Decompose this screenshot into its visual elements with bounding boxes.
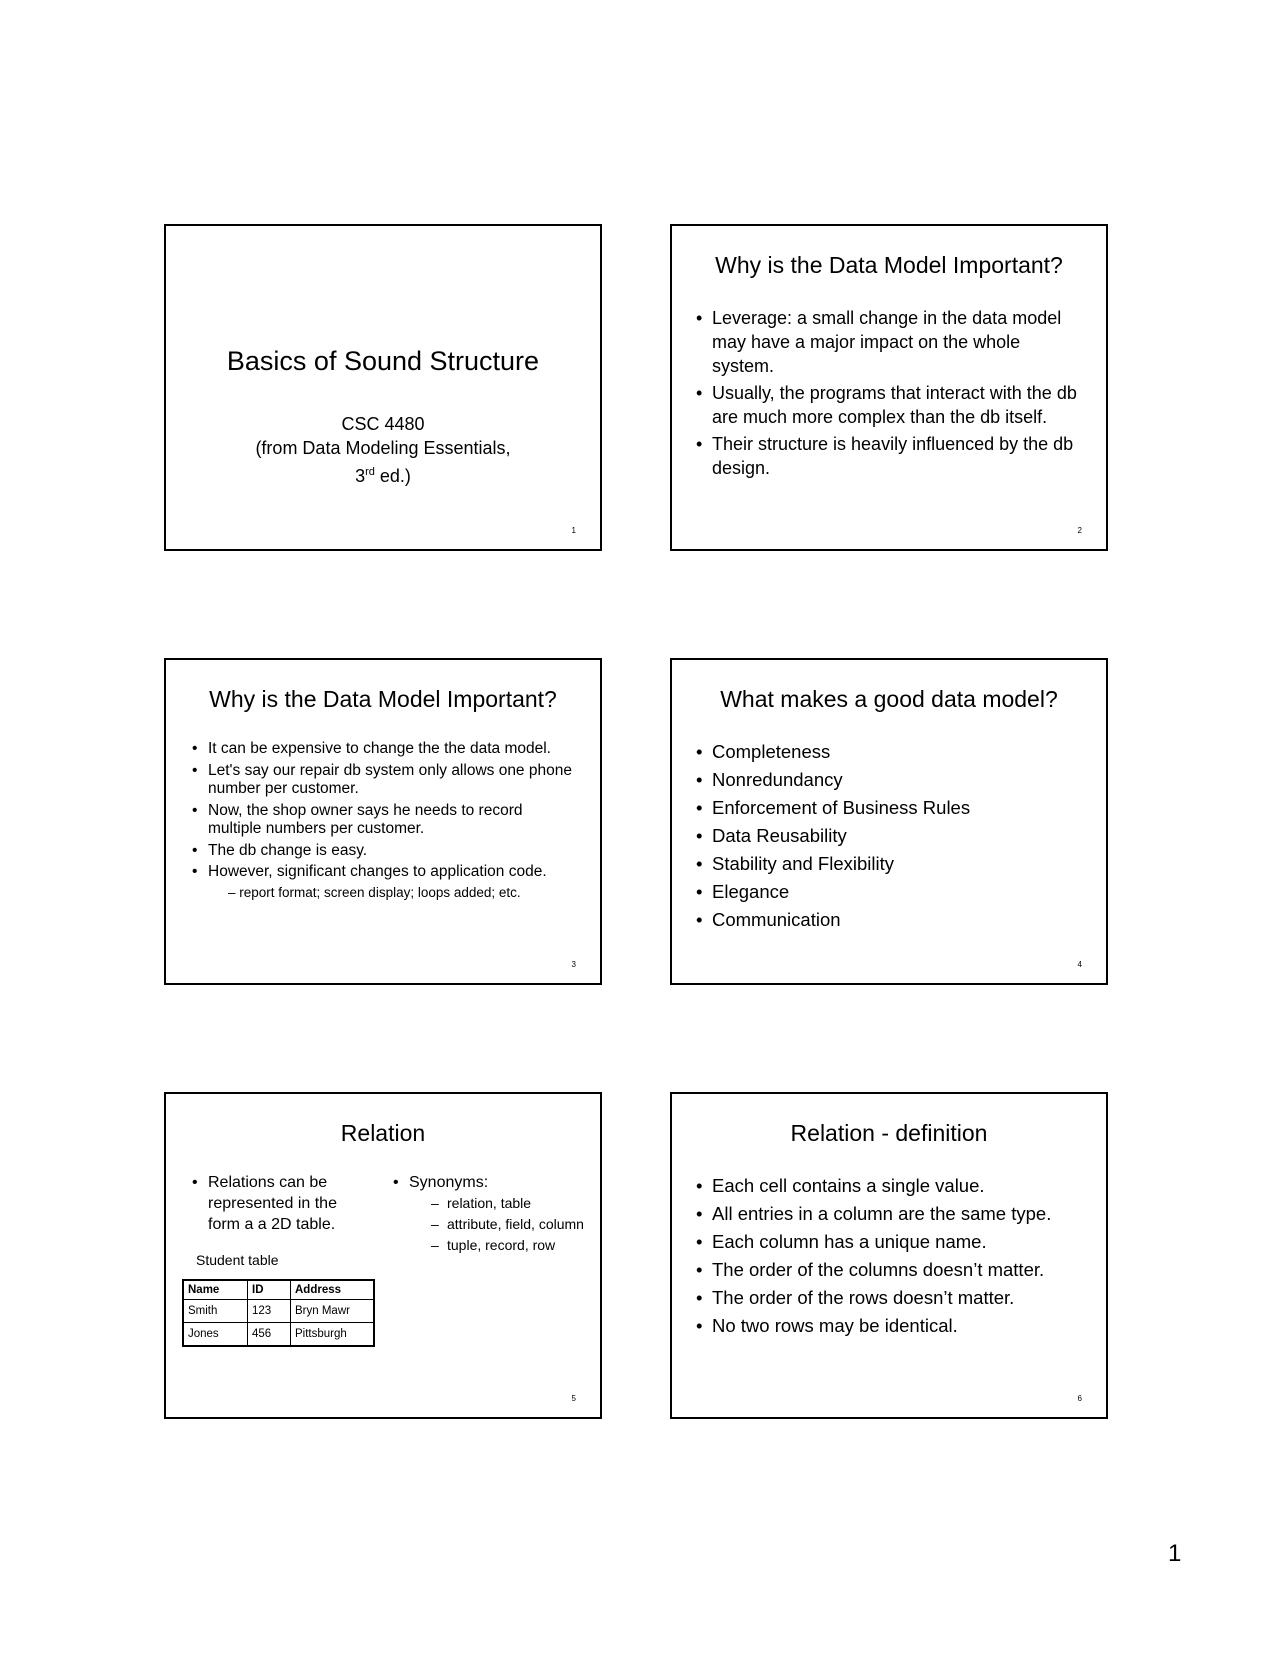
slide-title: Relation - definition [790,1120,988,1146]
slide-title: Why is the Data Model Important? [715,252,1063,278]
bullet-item: • Elegance [694,878,970,906]
column-header: ID [248,1280,291,1300]
bullet-item: • Each column has a unique name. [694,1228,1051,1256]
bullet-item: • Usually, the programs that interact with the db are much more complex than the db itself. [694,381,1086,429]
synonym-list [409,1193,591,1256]
slide-number: 5 [571,1394,576,1403]
bullet-item: • Now, the shop owner says he needs to record multiple numbers per customer. [190,802,574,839]
table-cell: 456 [248,1323,291,1347]
bullet-item: • Each cell contains a single value. [694,1172,1051,1200]
bullet-item: • It can be expensive to change the the data model. [190,740,574,759]
sub-bullet: – relation, table [429,1193,591,1214]
bullet-item: • All entries in a column are the same type. [694,1200,1051,1228]
slide-subtitle [166,412,600,488]
bullet-item: • No two rows may be identical. [694,1312,1051,1340]
bullet-list [694,1172,1051,1340]
left-column [190,1172,370,1235]
course-code: CSC 4480 [341,414,425,434]
bullet-item: • Relations can be represented in the form a a 2D table. [190,1172,370,1235]
edition-line [166,460,600,488]
edition-number: 3 [355,466,366,486]
bullet-item: • Enforcement of Business Rules [694,794,970,822]
table-cell: Jones [183,1323,248,1347]
sub-bullet: – tuple, record, row [429,1235,591,1256]
table-cell: 123 [248,1300,291,1323]
table-cell: Bryn Mawr [291,1300,375,1323]
slide-number: 2 [1077,526,1082,535]
table-row [183,1300,374,1323]
bullet-list [694,306,1086,483]
bullet-item: • Leverage: a small change in the data model may have a major impact on the whole system. [694,306,1086,378]
slide-number: 4 [1077,960,1082,969]
bullet-item: • Communication [694,906,970,934]
slide-1 [164,224,602,551]
bullet-item: • The order of the rows doesn’t matter. [694,1284,1051,1312]
edition-suffix: rd [365,466,375,478]
bullet-item: • The order of the columns doesn’t matter. [694,1256,1051,1284]
table-header-row [183,1280,374,1300]
bullet-item [190,863,574,902]
page-number: 1 [1168,1540,1182,1567]
slide-title: Basics of Sound Structure [226,346,540,376]
bullet-list [694,738,970,934]
slide-4 [670,658,1108,985]
bullet-item: • Nonredundancy [694,766,970,794]
column-header: Address [291,1280,375,1300]
bullet-text: Synonyms: [409,1174,489,1191]
bullet-item: • The db change is easy. [190,842,574,861]
bullet-item [391,1172,591,1256]
bullet-item: • Data Reusability [694,822,970,850]
bullet-item: • Their structure is heavily influenced by the db design. [694,432,1086,480]
bullet-text: However, significant changes to application code. [208,863,547,880]
bullet-list [190,740,574,905]
table-cell: Pittsburgh [291,1323,375,1347]
bullet-list [190,1172,370,1235]
column-header: Name [183,1280,248,1300]
bullet-item: • Stability and Flexibility [694,850,970,878]
table-row [183,1323,374,1347]
slide-title: What makes a good data model? [720,686,1058,712]
slide-2 [670,224,1108,551]
slide-6 [670,1092,1108,1419]
slide-5 [164,1092,602,1419]
slide-number: 3 [571,960,576,969]
table-cell: Smith [183,1300,248,1323]
bullet-list [391,1172,591,1256]
slide-3 [164,658,602,985]
right-column [391,1172,591,1256]
slide-title: Why is the Data Model Important? [209,686,557,712]
sub-bullet: – attribute, field, column [429,1214,591,1235]
source-line: (from Data Modeling Essentials, [255,438,511,458]
table-caption: Student table [196,1252,279,1268]
student-table [182,1279,375,1347]
slide-number: 1 [571,526,576,535]
bullet-item: • Let's say our repair db system only allows one phone number per customer. [190,762,574,799]
bullet-item: • Completeness [694,738,970,766]
slide-title: Relation [340,1120,426,1146]
slide-number: 6 [1077,1394,1082,1403]
sub-bullet: – report format; screen display; loops added; etc. [228,884,521,900]
edition-rest: ed.) [374,466,411,486]
